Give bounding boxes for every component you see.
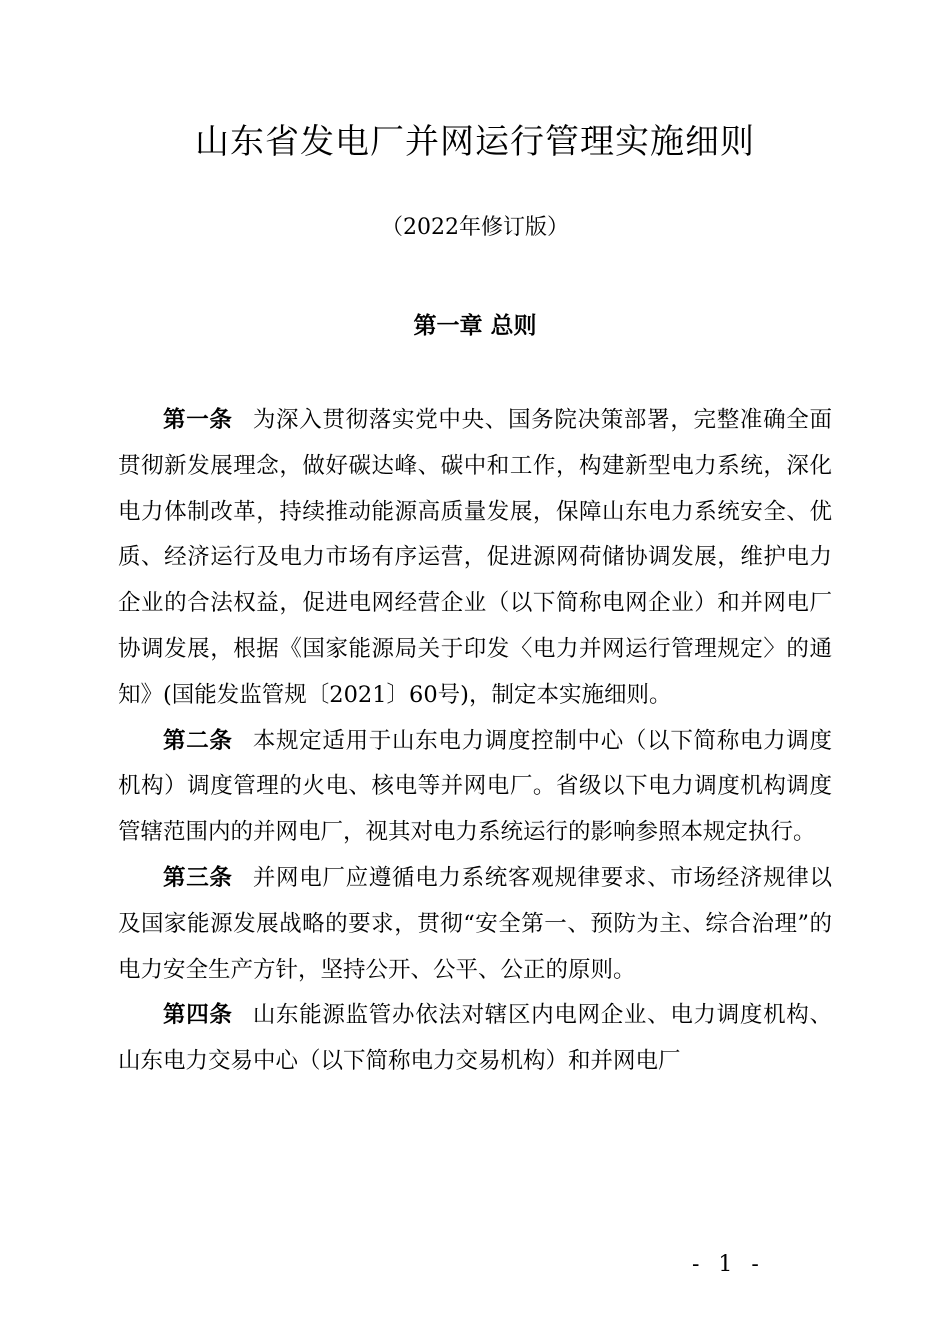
document-subtitle: （2022年修订版） <box>381 215 569 240</box>
article-text: 并网电厂应遵循电力系统客观规律要求、市场经济规律以及国家能源发展战略的要求，贯彻“安全第一、预防为主、综合治理”的电力安全生产方针，坚持公开、公平、公正的原则。 <box>118 864 832 983</box>
article-label: 第四条 <box>163 1002 233 1029</box>
article-text: 为深入贯彻落实党中央、国务院决策部署，完整准确全面贯彻新发展理念，做好碳达峰、碳中和工作，构建新型电力系统，深化电力体制改革，持续推动能源高质量发展，保障山东电力系统安全、优质、经济运行及电力市场有序运营，促进源网荷储协调发展，维护电力企业的合法权益，促进电网经营企业（以下简称电网企业）和并网电厂协调发展，根据《国家能源局关于印发〈电力并网运行管理规定〉的通知》(国能发监管规〔2021〕60号)，制定本实施细则。 <box>118 407 832 708</box>
article-text: 本规定适用于山东电力调度控制中心（以下简称电力调度机构）调度管理的火电、核电等并网电厂。省级以下电力调度机构调度管辖范围内的并网电厂，视其对电力系统运行的影响参照本规定执行。 <box>118 727 832 846</box>
article-label: 第三条 <box>163 864 233 891</box>
page-number: - 1 - <box>692 1252 765 1277</box>
document-body <box>118 398 832 1085</box>
chapter-heading: 第一章 总则 <box>413 313 537 339</box>
article-text: 山东能源监管办依法对辖区内电网企业、电力调度机构、山东电力交易中心（以下简称电力交易机构）和并网电厂 <box>118 1002 832 1075</box>
article-label: 第一条 <box>163 407 233 433</box>
article-2 <box>118 719 832 856</box>
article-1 <box>118 398 832 719</box>
article-label: 第二条 <box>163 727 233 754</box>
article-3 <box>118 856 832 993</box>
document-title: 山东省发电厂并网运行管理实施细则 <box>195 122 755 162</box>
article-4 <box>118 993 832 1085</box>
